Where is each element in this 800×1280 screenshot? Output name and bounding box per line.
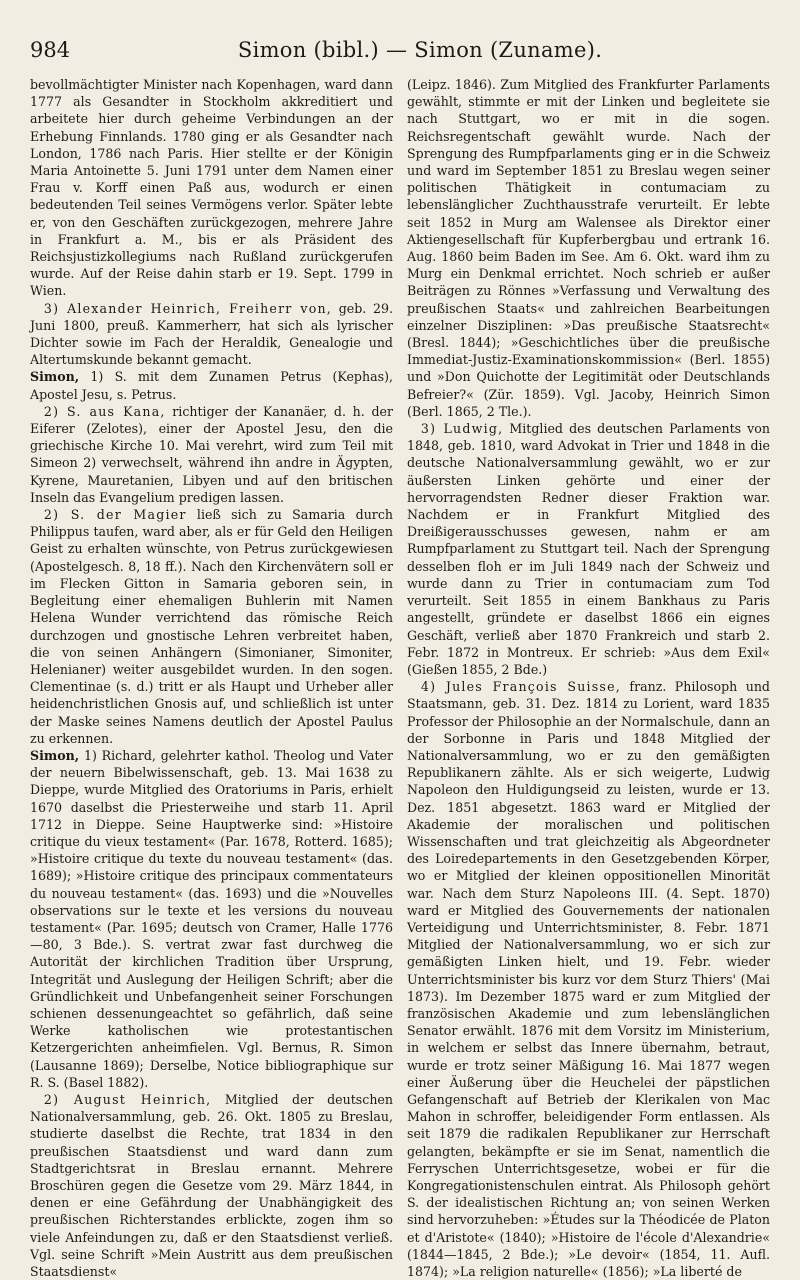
entry-paragraph [30,506,393,747]
entry-headword: Simon, [30,747,80,763]
entry-lead: 2) S. aus Kana, [43,403,166,419]
entry-body: franz. Philosoph und Staatsmann, geb. 31. Dez. 1814 zu Lorient, ward 1835 Professor der Philosophie an der Normalschule, dann an der Sorbonne in Paris und 1848 Mitglied der Nationalversammlung, wo er zu den gemäßigten Republikanern zählte. Als er sich weigerte, Ludwig Napoleon den Huldigungseid zu leisten, wurde er 13. Dez. 1851 abgesetzt. 1863 ward er Mitglied der Akademie der moralischen und politischen Wissenschaften und trat gleichzeitig als Abgeordneter des Loiredepartements in den Gesetzgebenden Körper, wo er Mitglied der kleinen oppositionellen Minorität war. Nach dem Sturz Napoleons III. (4. Sept. 1870) ward er Mitglied des Gouvernements der nationalen Verteidigung und Unterrichtsminister, 8. Febr. 1871 Mitglied der Nationalversammlung, wo er sich zur gemäßigten Linken hielt, und 19. Febr. wieder Unterrichtsminister bis kurz vor dem Sturz Thiers' (Mai 1873). Im Dezember 1875 ward er zum Mitglied der französischen Akademie und zum lebenslänglichen Senator erwählt. 1876 mit dem Vorsitz im Ministerium, in welchem er selbst das Innere übernahm, betraut, wurde er trotz seiner Mäßigung 16. Mai 1877 wegen einer Äußerung über die Heuchelei der päpstlichen Gefangenschaft auf Betrieb der Klerikalen von Mac Mahon in schroffer, beleidigender Form entlassen. Als seit 1879 die radikalen Republikaner zur Herrschaft gelangten, bekämpfte er sie im Senat, namentlich die Ferryschen Unterrichtsgesetze, wobei er für die Kongregationistenschulen eintrat. Als Philosoph gehört S. der idealistischen Richtung an; von seinen Werken sind hervorzuheben: »Études sur la Théodicée de Platon et d'Aristote« (1840); »Histoire de l'école d'Alexandrie« (1844—1845, 2 Bde.); »Le devoir« (1854, 11. Aufl. 1874); »La religion naturelle« (1856); »La liberté de [407,679,770,1280]
entry-body: geb. 29. Juni 1800, preuß. Kammerherr, hat sich als lyrischer Dichter sowie im Fach der Heraldik, Genealogie und Altertumskunde bekannt gemacht. [30,300,393,368]
entry-body: Mitglied des deutschen Parlaments von 1848, geb. 1810, ward Advokat in Trier und 1848 in die deutsche Nationalversammlung gewählt, wo er zur äußersten Linken gehörte und einer der hervorragendsten Redner dieser Fraktion war. Nachdem er in Frankfurt Mitglied des Dreißigerausschusses gewesen, nahm er am Rumpfparlament zu Stuttgart teil. Nach der Sprengung desselben floh er im Juli 1849 nach der Schweiz und wurde dann zu Trier in contumaciam zum Tod verurteilt. Seit 1855 in einem Bankhaus zu Paris angestellt, gründete er daselbst 1866 ein eignes Geschäft, verließ aber 1870 Frankreich und starb 2. Febr. 1872 in Montreux. Er schrieb: »Aus dem Exil« (Gießen 1855, 2 Bde.) [407,421,770,677]
entry-paragraph [30,368,393,402]
entry-body: 1) S. mit dem Zunamen Petrus (Kephas), Apostel Jesu, s. Petrus. [30,369,393,402]
entry-paragraph [30,403,393,506]
entry-body: Mitglied der deutschen Nationalversammlung, geb. 26. Okt. 1805 zu Breslau, studierte daselbst die Rechte, trat 1834 in den preußischen Staatsdienst und ward dann zum Stadtgerichtsrat in Breslau ernannt. Mehrere Broschüren gegen die Gesetze vom 29. März 1844, in denen er eine Gefährdung der Unabhängigkeit des preußischen Richterstandes erblickte, zogen ihm so viele Anfeindungen zu, daß er den Staatsdienst verließ. Vgl. seine Schrift »Mein Austritt aus dem preußischen Staatsdienst« [30,1091,393,1280]
paragraph: bevollmächtigter Minister nach Kopenhagen, ward dann 1777 als Gesandter in Stockholm akkreditiert und arbeitete hier durch geheime Verbindungen an der Erhebung Finnlands. 1780 ging er als Gesandter nach London, 1786 nach Paris. Hier stellte er der Königin Maria Antoinette 5. Juni 1791 unter dem Namen einer Frau v. Korff einen Paß aus, wodurch er einen bedeutenden Teil seines Vermögens verlor. Später lebte er, von den Geschäften zurückgezogen, mehrere Jahre in Frankfurt a. M., bis er als Präsident des Reichsjustizkollegiums nach Rußland zurückgerufen wurde. Auf der Reise dahin starb er 19. Sept. 1799 in Wien. [30,77,393,299]
entry-lead: 3) Alexander Heinrich, Freiherr von, [43,300,333,316]
entry-paragraph [407,678,770,1280]
entry-paragraph [407,420,770,678]
running-head: Simon (bibl.) — Simon (Zuname). [237,38,603,62]
entry-paragraph [30,300,393,369]
text-columns [30,76,770,1280]
entry-body: 1) Richard, gelehrter kathol. Theolog und Vater der neuern Bibelwissenschaft, geb. 13. Mai 1638 zu Dieppe, wurde Mitglied des Oratoriums in Paris, erhielt 1670 daselbst die Priesterweihe und starb 11. April 1712 in Dieppe. Seine Hauptwerke sind: »Histoire critique du vieux testament« (Par. 1678, Rotterd. 1685); »Histoire critique du texte du nouveau testament« (das. 1689); »Histoire critique des principaux commentateurs du nouveau testament« (das. 1693) und die »Nouvelles observations sur le texte et les versions du nouveau testament« (Par. 1695; deutsch von Cramer, Halle 1776—80, 3 Bde.). S. vertrat zwar fast durchweg die Autorität der kirchlichen Tradition über Ursprung, Integrität und Auslegung der Heiligen Schrift; aber die Gründlichkeit und Unbefangenheit seiner Forschungen schienen dessenungeachtet so gefährlich, daß seine Werke katholischen wie protestantischen Ketzergerichten anheimfielen. Vgl. Bernus, R. Simon (Lausanne 1869); Derselbe, Notice bibliographique sur R. S. (Basel 1882). [30,747,393,1090]
entry-lead: 2) August Heinrich, [43,1091,212,1107]
entry-body: richtiger der Kananäer, d. h. der Eiferer (Zelotes), einer der Apostel Jesu, den die griechische Kirche 10. Mai verehrt, wird zum Teil mit Simeon 2) verwechselt, während ihn andre in Ägypten, Kyrene, Mauretanien, Libyen und auf den britischen Inseln das Evangelium predigen lassen. [30,403,393,505]
entry-paragraph [30,1091,393,1280]
entry-lead: 3) Ludwig, [420,421,504,437]
paragraph: (Leipz. 1846). Zum Mitglied des Frankfurter Parlaments gewählt, stimmte er mit der Linken und begleitete sie nach Stuttgart, wo er mit in die sogen. Reichsregentschaft gewählt wurde. Nach der Sprengung des Rumpfparlaments ging er in die Schweiz und ward im September 1851 zu Breslau wegen seiner politischen Thätigkeit in contumaciam zu lebenslänglicher Zuchthausstrafe verurteilt. Er lebte seit 1852 in Murg am Walensee als Direktor einer Aktiengesellschaft für Kupferbergbau und ertrank 16. Aug. 1860 beim Baden im See. Am 6. Okt. ward ihm zu Murg ein Denkmal errichtet. Noch schrieb er außer Beiträgen zu Rönnes »Verfassung und Verwaltung des preußischen Staats« und zahlreichen Bearbeitungen einzelner Disziplinen: »Das preußische Staatsrecht« (Bresl. 1844); »Geschichtliches über die preußische Immediat-Justiz-Examinationskommission« (Berl. 1855) und »Don Quichotte der Legitimität oder Deutschlands Befreier?« (Zür. 1859). Vgl. Jacoby, Heinrich Simon (Berl. 1865, 2 Tle.). [407,77,770,419]
entry-headword: Simon, [30,369,80,385]
page-number: 984 [30,38,71,62]
left-column [30,76,393,1280]
page-header [30,38,770,70]
entry-lead: 2) S. der Magier [43,507,187,523]
entry-body: ließ sich zu Samaria durch Philippus taufen, ward aber, als er für Geld den Heiligen Geist zu erhalten wünschte, von Petrus zurückgewiesen (Apostelgesch. 8, 18 ff.). Nach den Kirchenvätern soll er im Flecken Gitton in Samaria geboren sein, in Begleitung einer ehemaligen Buhlerin mit Namen Helena Wunder verrichtend das römische Reich durchzogen und gnostische Lehren verbreitet haben, die von seinen Anhängern (Simonianer, Simoniter, Helenianer) weiter ausgebildet wurden. In den sogen. Clementinae (s. d.) tritt er als Haupt und Urheber aller heidenchristlichen Gnosis auf, und schließlich ist unter der Maske seines Namens deutlich der Apostel Paulus zu erkennen. [30,507,393,746]
right-column [407,76,770,1280]
entry-lead: 4) Jules François Suisse, [420,679,621,695]
entry-paragraph [30,747,393,1091]
